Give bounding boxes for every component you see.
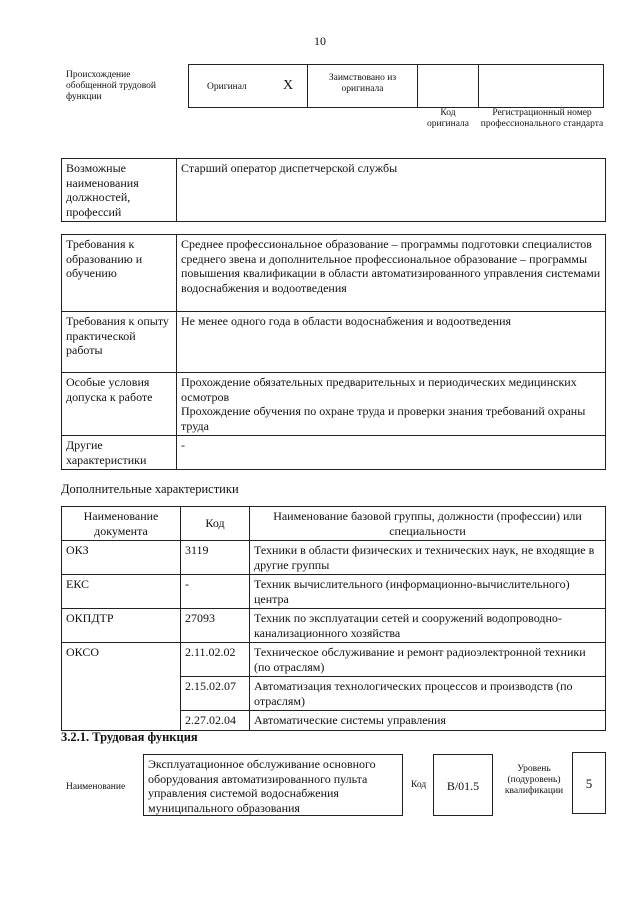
original-mark: X xyxy=(283,78,294,93)
positions-table xyxy=(61,158,606,222)
function-level-value: 5 xyxy=(572,752,606,814)
origin-original-cell xyxy=(188,64,308,108)
req-special-label: Особые условия допуска к работе xyxy=(62,373,177,436)
table-row xyxy=(62,643,606,677)
req-special-value-2: Прохождение обучения по охране труда и проверки знания требований охраны труда xyxy=(181,404,586,433)
req-other-value: - xyxy=(177,436,606,470)
positions-label: Возможные наименования должностей, профессий xyxy=(62,159,177,222)
original-label: Оригинал xyxy=(207,82,247,92)
req-education-label: Требования к образованию и обучению xyxy=(62,235,177,312)
origin-borrowed-cell xyxy=(307,64,418,108)
origin-reg-cell xyxy=(478,64,604,108)
row-doc: ОКПДТР xyxy=(62,609,181,643)
req-special-value xyxy=(177,373,606,436)
row-name: Техническое обслуживание и ремонт радиоэлектронной техники (по отраслям) xyxy=(250,643,606,677)
additional-table xyxy=(61,506,606,731)
function-level-label: Уровень (подуровень) квалификации xyxy=(504,764,564,796)
function-code-label: Код xyxy=(411,780,427,790)
row-code: 2.15.02.07 xyxy=(181,677,250,711)
function-title: 3.2.1. Трудовая функция xyxy=(61,730,198,744)
header-code: Код xyxy=(181,507,250,541)
header-document: Наименование документа xyxy=(62,507,181,541)
row-doc: ЕКС xyxy=(62,575,181,609)
req-other-label: Другие характеристики xyxy=(62,436,177,470)
row-code: - xyxy=(181,575,250,609)
borrowed-label: Заимствовано из оригинала xyxy=(328,73,397,94)
table-row xyxy=(62,541,606,575)
row-code: 2.11.02.02 xyxy=(181,643,250,677)
origin-code-cell xyxy=(417,64,479,108)
row-doc: ОКЗ xyxy=(62,541,181,575)
req-experience-label: Требования к опыту практической работы xyxy=(62,312,177,373)
row-code: 3119 xyxy=(181,541,250,575)
table-row xyxy=(62,575,606,609)
positions-value: Старший оператор диспетчерской службы xyxy=(177,159,606,222)
function-name-value: Эксплуатационное обслуживание основного оборудования автоматизированного пульта управления системой водоснабжения муниципального образования xyxy=(143,754,403,816)
row-name: Техник вычислительного (информационно-вычислительного) центра xyxy=(250,575,606,609)
row-name: Техник по эксплуатации сетей и сооружений водопроводно-канализационного хозяйства xyxy=(250,609,606,643)
req-education-value: Среднее профессиональное образование – программы подготовки специалистов среднего звена и дополнительное профессиональное образование – программы повышения квалификации в области автоматизированного управления системами водоснабжения и водоотведения xyxy=(177,235,606,312)
row-name: Техники в области физических и технических наук, не входящие в другие группы xyxy=(250,541,606,575)
additional-title: Дополнительные характеристики xyxy=(61,482,239,496)
req-experience-value: Не менее одного года в области водоснабжения и водоотведения xyxy=(177,312,606,373)
row-doc: ОКСО xyxy=(62,643,181,731)
origin-label: Происхождение обобщенной трудовой функции xyxy=(66,70,156,102)
req-special-value-1: Прохождение обязательных предварительных и периодических медицинских осмотров xyxy=(181,375,577,404)
function-name-label: Наименование xyxy=(66,782,126,792)
requirements-table xyxy=(61,234,606,470)
table-row xyxy=(62,609,606,643)
row-code: 27093 xyxy=(181,609,250,643)
reg-caption: Регистрационный номер профессионального стандарта xyxy=(480,108,604,129)
row-name: Автоматические системы управления xyxy=(250,711,606,731)
header-name: Наименование базовой группы, должности (профессии) или специальности xyxy=(250,507,606,541)
row-name: Автоматизация технологических процессов и производств (по отраслям) xyxy=(250,677,606,711)
function-code-value: B/01.5 xyxy=(433,754,493,816)
code-caption: Код оригинала xyxy=(427,108,469,129)
row-code: 2.27.02.04 xyxy=(181,711,250,731)
page-number: 10 xyxy=(314,34,326,48)
